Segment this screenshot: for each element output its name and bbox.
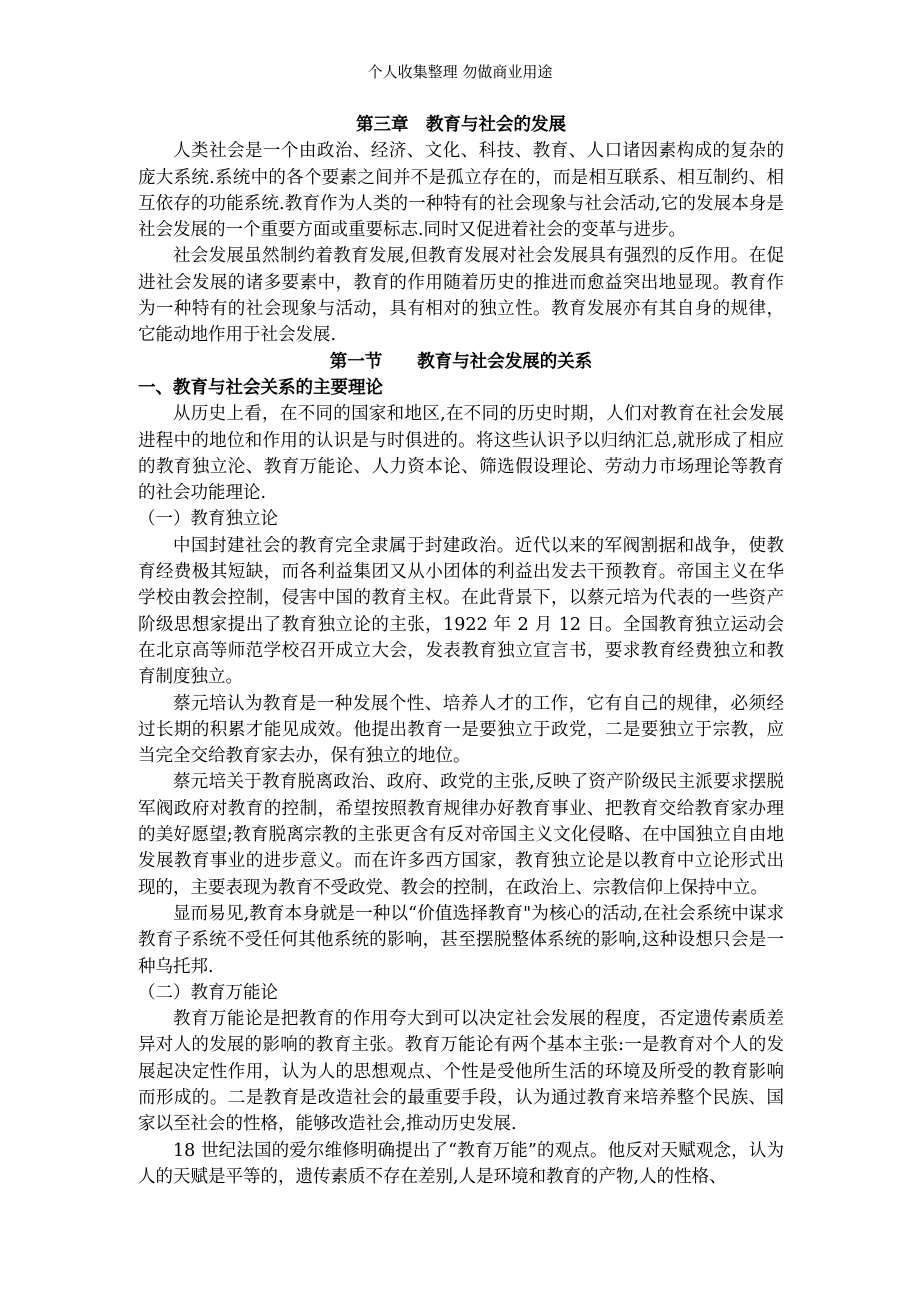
part1-paragraph: 蔡元培关于教育脱离政治、政府、政党的主张,反映了资产阶级民主派要求摆脱军阀政府对教育的控制，希望按照教育规律办好教育事业、把教育交给教育家办理的美好愿望;教育脱离宗教的主张更含有反对帝国主义文化侵略、在中国独立自由地发展教育事业的进步意义。而在许多西方国家，教育独立论是以教育中立论形式出现的，主要表现为教育不受政党、教会的控制，在政治上、宗教信仰上保持中立。: [138, 772, 784, 898]
part1-paragraph: 中国封建社会的教育完全隶属于封建政治。近代以来的军阀割据和战争，使教育经费极其短缺，而各利益集团又从小团体的利益出发去干预教育。帝国主义在华学校由教会控制，侵害中国的教育主权。在此背景下，以蔡元培为代表的一些资产阶级思想家提出了教育独立论的主张，1922 年 2 月 12 日。全国教育独立运动会在北京高等师范学校召开成立大会，发表教育独立宣言书，要求教育经费独立和教育制度独立。: [138, 535, 784, 688]
part1-heading: （一）教育独立论: [138, 509, 278, 530]
section-intro-paragraph: 从历史上看，在不同的国家和地区,在不同的历史时期，人们对教育在社会发展进程中的地位和作用的认识是与时俱进的。将这些认识予以归纳汇总,就形成了相应的教育独立沦、教育万能论、人力资本论、筛选假设理论、劳动力市场理论等教育的社会功能理论.: [138, 404, 784, 504]
part2-paragraph: 教育万能论是把教育的作用夸大到可以决定社会发展的程度，否定遗传素质差异对人的发展的影响的教育主张。教育万能论有两个基本主张:一是教育对个人的发展起决定性作用，认为人的思想观点、个性是受他所生活的环境及所受的教育影响而形成的。二是教育是改造社会的最重要手段，认为通过教育来培养整个民族、国家以至社会的性格，能够改造社会,推动历史发展.: [138, 1009, 784, 1135]
chapter-paragraph: 社会发展虽然制约着教育发展,但教育发展对社会发展具有强烈的反作用。在促进社会发展的诸多要素中，教育的作用随着历史的推进而愈益突出地显现。教育作为一种特有的社会现象与活动，具有相对的独立性。教育发展亦有其自身的规律，它能动地作用于社会发展.: [138, 246, 784, 346]
chapter-paragraph: 人类社会是一个由政治、经济、文化、科技、教育、人口诸因素构成的复杂的庞大系统.系统中的各个要素之间并不是孤立存在的，而是相互联系、相互制约、相互依存的功能系统.教育作为人类的一种特有的社会现象与社会活动,它的发展本身是社会发展的一个重要方面或重要标志.同时又促进着社会的变革与进步。: [138, 141, 784, 241]
part1-paragraph: 蔡元培认为教育是一种发展个性、培养人才的工作，它有自己的规律，必须经过长期的积累才能见成效。他提出教育一是要独立于政党，二是要独立于宗教，应当完全交给教育家去办，保有独立的地位。: [138, 693, 784, 767]
part2-heading: （二）教育万能论: [138, 982, 278, 1003]
section-subheading: 一、教育与社会关系的主要理论: [138, 377, 383, 398]
part1-paragraph: 显而易见,教育本身就是一种以“价值选择教育"为核心的活动,在社会系统中谋求教育子系统不受任何其他系统的影响，甚至摆脱整体系统的影响,这种设想只会是一种乌托邦.: [138, 903, 784, 977]
section-title: 第一节 教育与社会发展的关系: [329, 351, 593, 372]
document-body: [138, 112, 784, 1190]
chapter-title: 第三章 教育与社会的发展: [356, 115, 566, 135]
page-header: 个人收集整理 勿做商业用途: [367, 63, 553, 81]
part2-paragraph: 18 世纪法国的爱尔维修明确提出了“教育万能”的观点。他反对天赋观念，认为人的天赋是平等的，遗传素质不存在差别,人是环境和教育的产物,人的性格、: [138, 1140, 784, 1187]
